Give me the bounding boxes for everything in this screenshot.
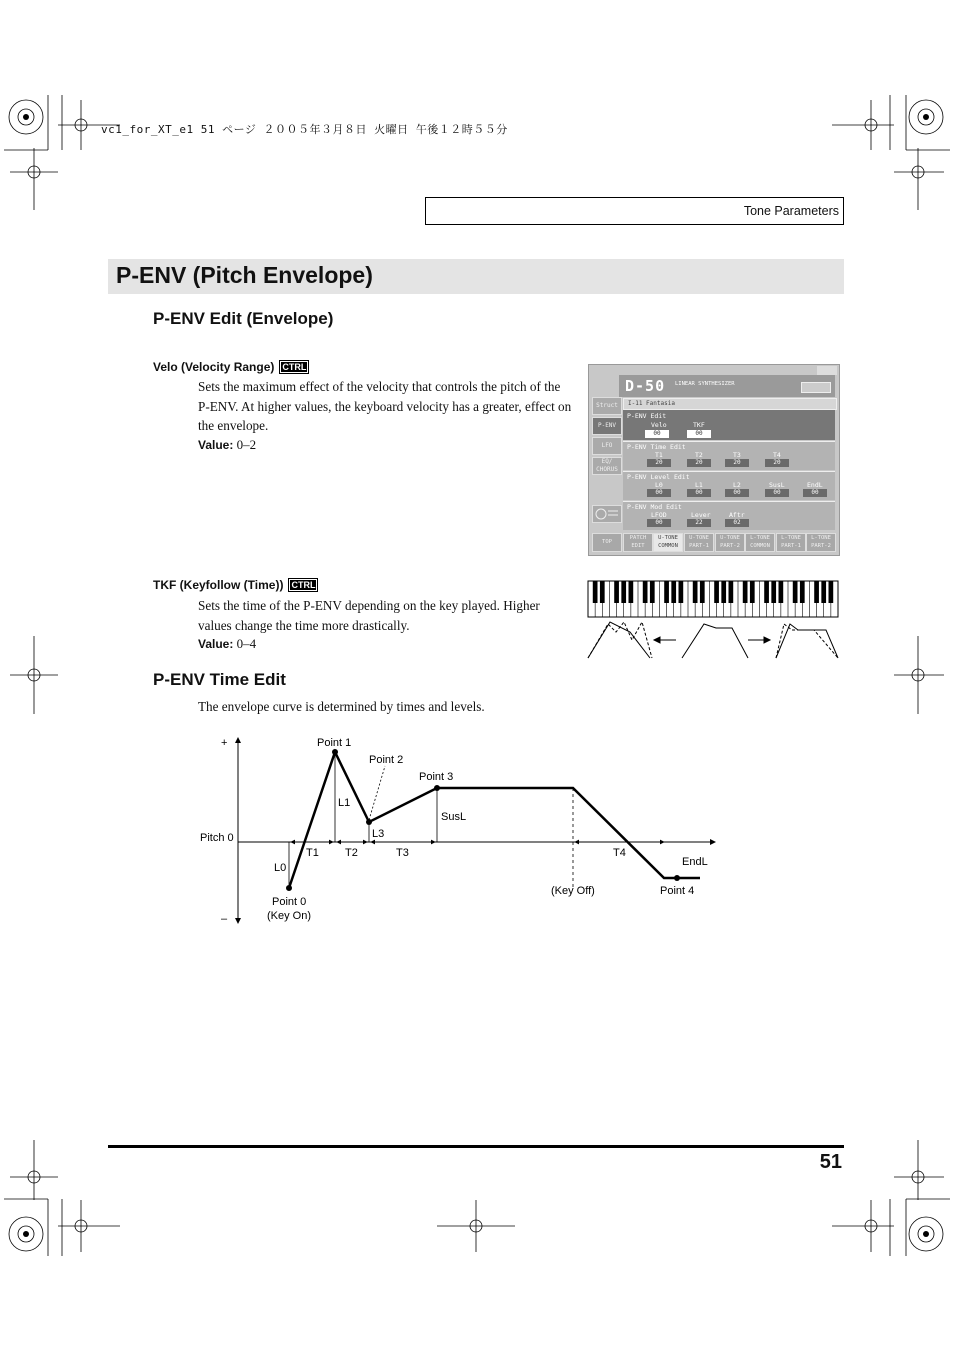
page-number: 51	[819, 1151, 842, 1173]
field-value[interactable]: 20	[725, 459, 749, 467]
lcd-group-penv-edit	[623, 409, 835, 440]
lcd-group-penv-mod-edit	[623, 501, 835, 530]
param-value-tkf	[198, 636, 256, 652]
group-title: P-ENV Edit	[627, 412, 667, 420]
section-heading-penv-edit: P-ENV Edit (Envelope)	[153, 309, 334, 328]
point0-label: Point 0	[272, 896, 307, 908]
field-value[interactable]: 00	[765, 489, 789, 497]
key-on-label: (Key On)	[267, 910, 312, 922]
field-label: Lever	[691, 511, 711, 519]
field-label: L2	[733, 481, 741, 489]
black-key	[779, 581, 784, 603]
lcd-side-tab-lfo[interactable]: LFO	[592, 437, 622, 455]
susl-label: SusL	[441, 811, 467, 823]
l0-label: L0	[274, 862, 287, 874]
field-value[interactable]: 22	[687, 519, 711, 527]
lcd-tab-ltone-part1[interactable]: L-TONE PART-1	[776, 533, 806, 552]
endl-label: EndL	[682, 856, 708, 868]
field-value[interactable]: 00	[725, 489, 749, 497]
field-value[interactable]: 00	[647, 519, 671, 527]
section-header-box	[425, 197, 844, 225]
field-label: LFOD	[651, 511, 667, 519]
field-label: TKF	[693, 421, 705, 429]
value-label: Value:	[198, 637, 234, 651]
param-description-tkf: Sets the time of the P-ENV depending on the key played. Higher values change the time more drastically.	[198, 598, 540, 633]
param-heading-velo	[153, 360, 309, 374]
group-title: P-ENV Level Edit	[627, 473, 690, 481]
param-value-velo	[198, 437, 256, 453]
field-label: L1	[695, 481, 703, 489]
field-label: T3	[733, 451, 741, 459]
black-key	[664, 581, 669, 603]
field-label: Aftr	[729, 511, 745, 519]
black-key	[614, 581, 619, 603]
field-value[interactable]: 20	[765, 459, 789, 467]
field-value[interactable]: 02	[725, 519, 749, 527]
page-title: P-ENV (Pitch Envelope)	[116, 262, 373, 288]
black-key	[764, 581, 769, 603]
field-label: EndL	[807, 481, 823, 489]
lcd-group-penv-level-edit	[623, 471, 835, 500]
lcd-tab-top[interactable]: TOP	[592, 533, 622, 552]
envelope-diagram	[195, 730, 725, 930]
point2-label: Point 2	[369, 754, 404, 766]
field-value[interactable]: 00	[687, 489, 711, 497]
lcd-logo-band	[619, 375, 835, 397]
black-key	[671, 581, 676, 603]
field-label: T4	[773, 451, 781, 459]
black-key	[750, 581, 755, 603]
black-key	[814, 581, 819, 603]
group-title: P-ENV Mod Edit	[627, 503, 682, 511]
lcd-tab-utone-common[interactable]: U-TONE COMMON	[653, 533, 683, 552]
t4-label: T4	[613, 847, 626, 859]
group-title: P-ENV Time Edit	[627, 443, 686, 451]
value-range: 0–4	[236, 636, 257, 651]
lcd-patch-name: I-11 Fantasia	[623, 398, 837, 410]
black-key	[793, 581, 798, 603]
lcd-tab-utone-part2[interactable]: U-TONE PART-2	[715, 533, 745, 552]
lcd-logo-sub: LINEAR SYNTHESIZER	[675, 381, 735, 387]
black-key	[700, 581, 705, 603]
keyfollow-illustration	[586, 580, 842, 662]
black-key	[629, 581, 634, 603]
t2-label: T2	[345, 847, 358, 859]
minus-label: –	[221, 913, 228, 925]
section-heading-penv-time-edit: P-ENV Time Edit	[153, 670, 286, 689]
t3-label: T3	[396, 847, 409, 859]
black-key	[829, 581, 834, 603]
pitch0-label: Pitch 0	[200, 832, 234, 844]
param-heading-tkf	[153, 578, 318, 592]
lcd-tab-ltone-common[interactable]: L-TONE COMMON	[745, 533, 775, 552]
envelope-shapes	[588, 622, 838, 658]
black-key	[593, 581, 598, 603]
point1-label: Point 1	[317, 737, 352, 749]
field-label: SusL	[769, 481, 785, 489]
param-name: TKF (Keyfollow (Time))	[153, 578, 284, 592]
lcd-side-tab-penv[interactable]: P-ENV	[592, 417, 622, 435]
print-header: vc1_for_XT_e1 51 ページ ２００５年３月８日 火曜日 午後１２時５５分	[101, 123, 508, 136]
plus-label: +	[221, 737, 228, 749]
black-key	[693, 581, 698, 603]
envelope-curve	[289, 752, 700, 888]
field-value[interactable]: 20	[647, 459, 671, 467]
field-value[interactable]: 00	[645, 430, 669, 438]
lcd-screen	[588, 364, 840, 556]
black-key	[621, 581, 626, 603]
lcd-tab-ltone-part2[interactable]: L-TONE PART-2	[806, 533, 836, 552]
field-label: L0	[655, 481, 663, 489]
field-value[interactable]: 00	[647, 489, 671, 497]
black-key	[729, 581, 734, 603]
field-label: T1	[655, 451, 663, 459]
lcd-side-tab-struct[interactable]: Struct	[592, 397, 622, 415]
point4-label: Point 4	[660, 885, 695, 897]
value-label: Value:	[198, 438, 234, 452]
lcd-logo: D-50	[625, 377, 666, 395]
footer-rule	[108, 1145, 844, 1148]
value-range: 0–2	[236, 437, 257, 452]
black-key	[600, 581, 605, 603]
l1-label: L1	[338, 797, 351, 809]
param-description-velo: Sets the maximum effect of the velocity that controls the pitch of the P-ENV. At higher values, the keyboard velocity has a greater, effect on the envelope.	[198, 379, 572, 433]
t1-label: T1	[306, 847, 319, 859]
ctrl-badge: CTRL	[279, 360, 309, 374]
black-key	[721, 581, 726, 603]
l3-label: L3	[372, 828, 385, 840]
key-off-label: (Key Off)	[551, 885, 595, 897]
black-key	[771, 581, 776, 603]
field-value[interactable]: 00	[687, 430, 711, 438]
lcd-knob-icon	[592, 505, 622, 523]
section-header: Tone Parameters	[743, 204, 839, 218]
black-key	[679, 581, 684, 603]
lcd-side-tab-eq-chorus[interactable]: EQ/ CHORUS	[592, 457, 622, 475]
scroll-arrow	[817, 366, 837, 375]
black-key	[821, 581, 826, 603]
field-value[interactable]: 00	[803, 489, 827, 497]
black-key	[800, 581, 805, 603]
black-key	[643, 581, 648, 603]
lcd-group-penv-time-edit	[623, 441, 835, 470]
lcd-tab-utone-part1[interactable]: U-TONE PART-1	[684, 533, 714, 552]
param-name: Velo (Velocity Range)	[153, 360, 275, 374]
field-label: Velo	[651, 421, 667, 429]
black-key	[650, 581, 655, 603]
section-intro-text: The envelope curve is determined by times and levels.	[198, 699, 485, 714]
field-value[interactable]: 20	[687, 459, 711, 467]
lcd-tab-patch-edit[interactable]: PATCH EDIT	[623, 533, 653, 552]
lcd-indicator	[801, 382, 831, 393]
black-key	[743, 581, 748, 603]
point3-label: Point 3	[419, 771, 454, 783]
ctrl-badge: CTRL	[288, 578, 318, 592]
field-label: T2	[695, 451, 703, 459]
black-key	[714, 581, 719, 603]
page-title-bar	[108, 259, 844, 294]
